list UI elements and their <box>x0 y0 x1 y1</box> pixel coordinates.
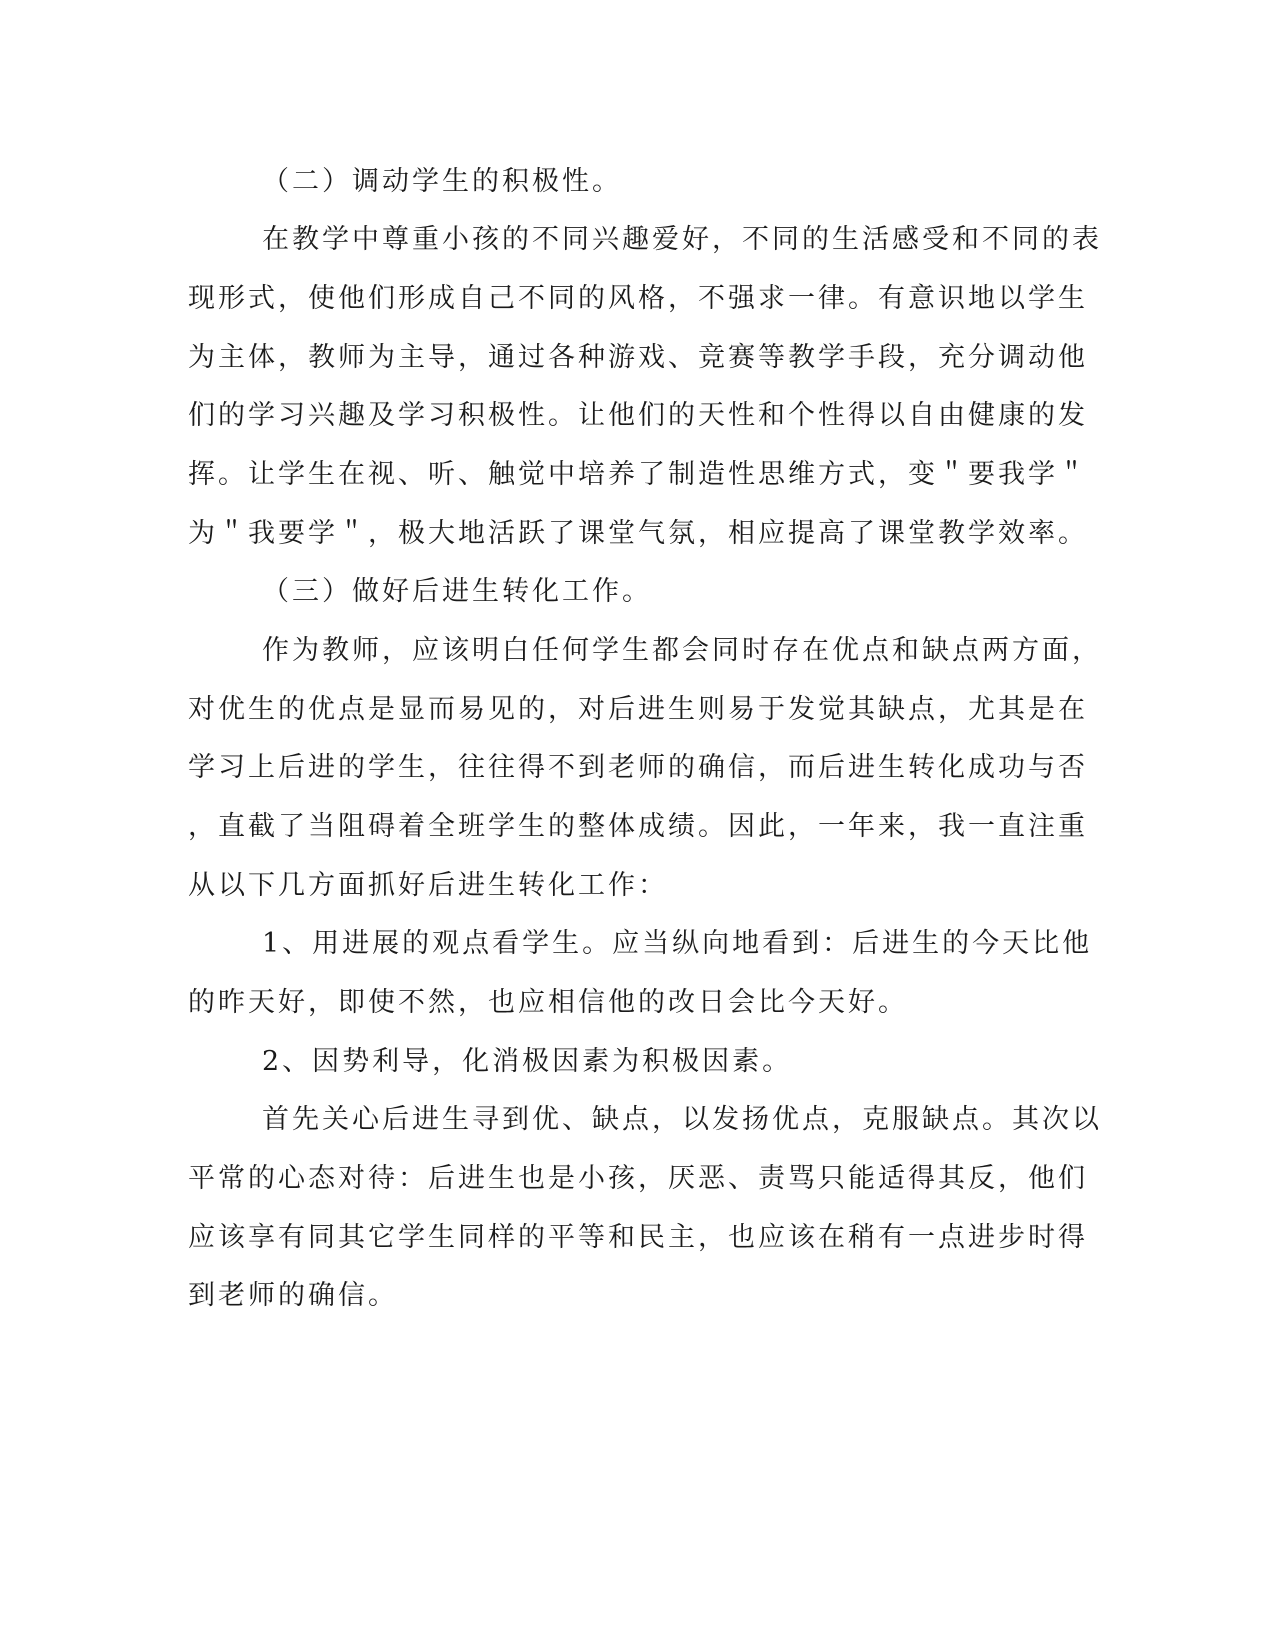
paragraph-line: 对优生的优点是显而易见的，对后进生则易于发觉其缺点，尤其是在 <box>188 694 1088 725</box>
list-item-1: 1、用进展的观点看学生。应当纵向地看到：后进生的今天比他 <box>262 928 1093 959</box>
paragraph-line: 学习上后进的学生，往往得不到老师的确信，而后进生转化成功与否 <box>188 752 1088 783</box>
list-item-2: 2、因势利导，化消极因素为积极因素。 <box>262 1046 793 1077</box>
paragraph-line: 在教学中尊重小孩的不同兴趣爱好，不同的生活感受和不同的表 <box>262 224 1102 255</box>
paragraph-line: 现形式，使他们形成自己不同的风格，不强求一律。有意识地以学生 <box>188 283 1088 314</box>
paragraph-line: 从以下几方面抓好后进生转化工作： <box>188 870 668 901</box>
paragraph-line: ，直截了当阻碍着全班学生的整体成绩。因此，一年来，我一直注重 <box>188 811 1088 842</box>
paragraph-line: 到老师的确信。 <box>188 1280 398 1311</box>
paragraph-line: 为＂我要学＂，极大地活跃了课堂气氛，相应提高了课堂教学效率。 <box>188 518 1088 549</box>
section-heading-2: （二）调动学生的积极性。 <box>262 166 622 197</box>
paragraph-line: 的昨天好，即使不然，也应相信他的改日会比今天好。 <box>188 987 908 1018</box>
paragraph-line: 首先关心后进生寻到优、缺点，以发扬优点，克服缺点。其次以 <box>262 1104 1102 1135</box>
section-heading-3: （三）做好后进生转化工作。 <box>262 576 652 607</box>
paragraph-line: 为主体，教师为主导，通过各种游戏、竞赛等教学手段，充分调动他 <box>188 342 1088 373</box>
paragraph-line: 作为教师，应该明白任何学生都会同时存在优点和缺点两方面， <box>262 635 1102 666</box>
paragraph-line: 挥。让学生在视、听、触觉中培养了制造性思维方式，变＂要我学＂ <box>188 459 1088 490</box>
paragraph-line: 平常的心态对待：后进生也是小孩，厌恶、责骂只能适得其反，他们 <box>188 1163 1088 1194</box>
paragraph-line: 们的学习兴趣及学习积极性。让他们的天性和个性得以自由健康的发 <box>188 400 1088 431</box>
paragraph-line: 应该享有同其它学生同样的平等和民主，也应该在稍有一点进步时得 <box>188 1222 1088 1253</box>
